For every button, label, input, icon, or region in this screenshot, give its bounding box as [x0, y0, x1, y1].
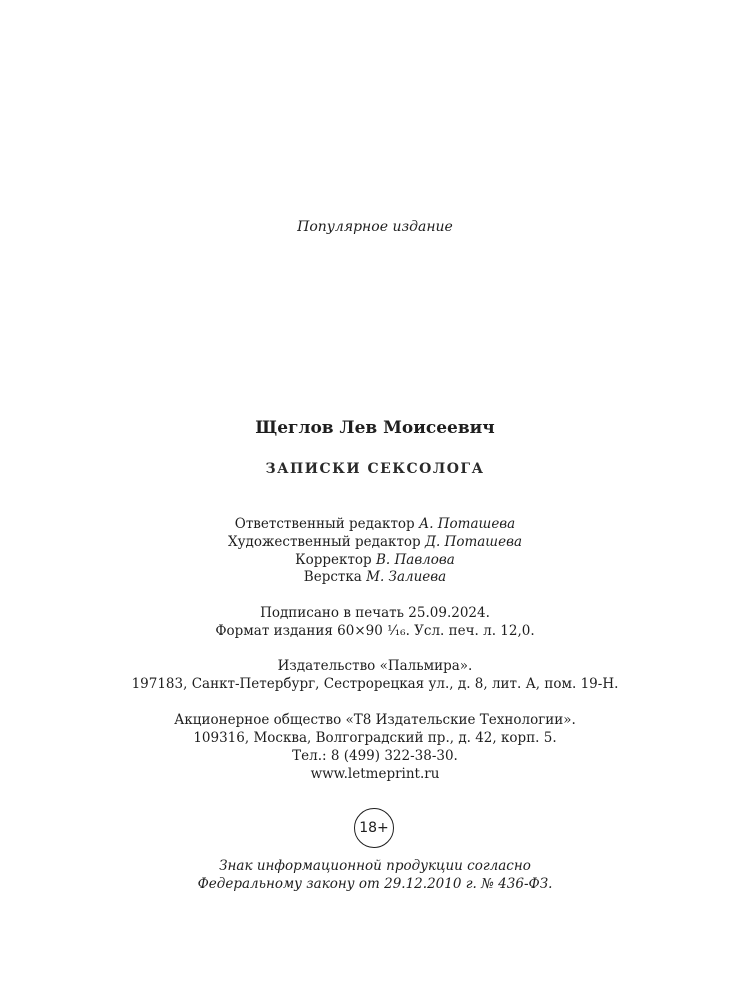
popular-edition-label: Популярное издание [297, 219, 453, 235]
publisher-address: 197183, Санкт-Петербург, Сестрорецкая ул., д. 8, лит. А, пом. 19-Н. [131, 676, 619, 692]
print-signed-date: Подписано в печать 25.09.2024. [260, 605, 490, 621]
age-notice-line: Федеральному закону от 29.12.2010 г. № 436-ФЗ. [197, 876, 553, 892]
credit-role: Корректор [295, 552, 376, 568]
credit-name: М. Залиева [366, 569, 447, 585]
print-format: Формат издания 60×90 ¹⁄₁₆. Усл. печ. л. 12,0. [215, 623, 535, 639]
credit-line [0, 551, 750, 569]
age-notice-line: Знак информационной продукции согласно [219, 858, 531, 874]
credit-role: Верстка [303, 569, 367, 585]
printer-website: www.letmeprint.ru [310, 766, 440, 782]
author-name: Щеглов Лев Моисеевич [255, 418, 495, 438]
credit-line [0, 515, 750, 533]
credit-name: А. Поташева [418, 516, 516, 532]
printer-phone: Тел.: 8 (499) 322-38-30. [292, 748, 458, 764]
book-title: ЗАПИСКИ СЕКСОЛОГА [265, 461, 485, 477]
credit-role: Ответственный редактор [234, 516, 419, 532]
printer-address: 109316, Москва, Волгоградский пр., д. 42, корп. 5. [193, 730, 557, 746]
publisher-name: Издательство «Пальмира». [277, 658, 473, 674]
printer-name: Акционерное общество «Т8 Издательские Технологии». [174, 712, 576, 728]
credit-line [0, 533, 750, 551]
credit-name: Д. Поташева [425, 534, 522, 550]
credit-role: Художественный редактор [227, 534, 425, 550]
age-rating-badge: 18+ [354, 808, 394, 848]
credit-line [0, 568, 750, 586]
credit-name: В. Павлова [376, 552, 455, 568]
